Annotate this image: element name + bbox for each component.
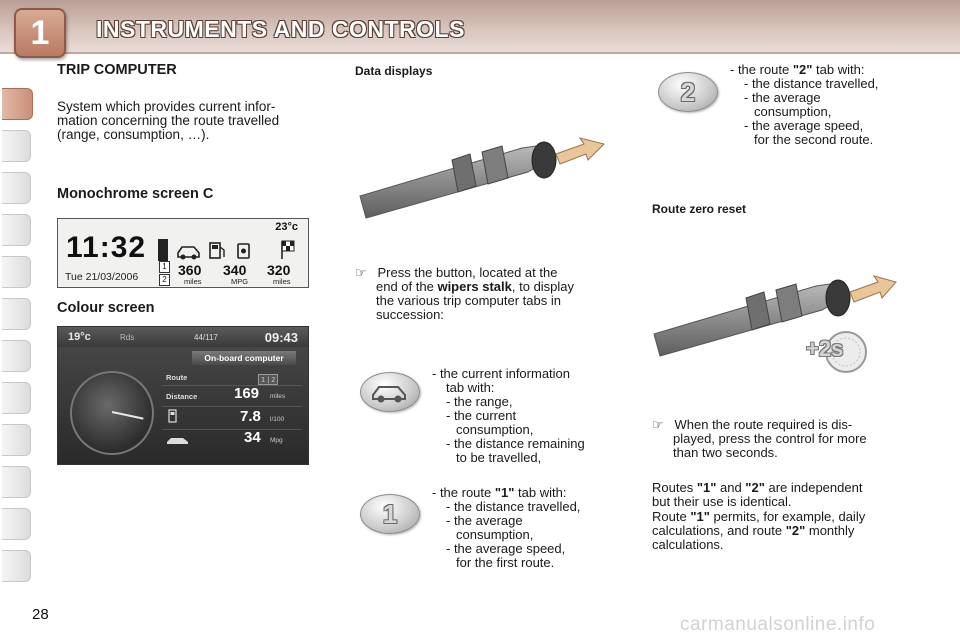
text-line [652, 510, 904, 524]
list-item: for the second route. [754, 132, 874, 147]
page-header [0, 0, 960, 54]
list-item: - the average speed, [446, 541, 566, 556]
row-label-route: Route [166, 373, 188, 382]
text-span: - the route [432, 485, 495, 500]
chapter-tab[interactable] [2, 466, 31, 498]
range-value: 360 [178, 262, 202, 278]
fuel-can-icon [238, 244, 249, 258]
heading-data-displays: Data displays [355, 64, 433, 78]
screen-date: Tue 21/03/2006 [65, 271, 139, 283]
wiper-stalk-reset-image [650, 264, 900, 376]
screen-temperature: 19°c [68, 331, 91, 343]
chapter-tab[interactable] [2, 340, 31, 372]
fuel-pump-icon [210, 243, 224, 258]
text-line: succession: [376, 307, 444, 322]
text-line [355, 280, 605, 294]
chapter-tab-active[interactable] [2, 88, 33, 120]
text-span: tab with: [514, 485, 567, 500]
route-2-tab-description [730, 63, 905, 147]
list-item: for the first route. [456, 555, 555, 570]
chapter-tab[interactable] [2, 214, 31, 246]
arrow-bullet-icon: ☞ [652, 417, 664, 432]
text-span: calculations, and route [652, 523, 786, 538]
chapter-tabs [0, 60, 34, 580]
bold-text: "2" [785, 523, 806, 538]
list-item: - the distance travelled, [446, 499, 581, 514]
range-unit: miles [184, 277, 202, 286]
row-divider [162, 429, 302, 430]
radio-frequency: 44/117 [194, 333, 218, 342]
bold-text: "2" [745, 480, 765, 495]
row-divider [162, 385, 302, 386]
chequered-flag-icon [282, 241, 294, 259]
text-span: monthly [805, 523, 855, 538]
chapter-tab[interactable] [2, 130, 31, 162]
route-2-tab-icon: 2 [658, 72, 718, 112]
tab-number-1: 1 [159, 261, 170, 273]
text-span: - the route [730, 62, 793, 77]
chapter-tab[interactable] [2, 550, 31, 582]
text-line: (range, consumption, …). [57, 127, 210, 142]
consumption-value: 340 [223, 262, 247, 278]
chapter-tab[interactable] [2, 508, 31, 540]
list-item: - the distance remaining [446, 436, 585, 451]
bold-text: "1" [696, 480, 717, 495]
distance-remaining-value: 320 [267, 262, 291, 278]
text-line: System which provides current infor- [57, 99, 276, 114]
text-span: Press the button, located at the [377, 265, 558, 280]
bold-text: "1" [494, 485, 515, 500]
text-line [432, 486, 607, 500]
speed-value: 34 [244, 429, 261, 446]
route-1-tab-icon: 1 [360, 494, 420, 534]
bold-text: "2" [792, 62, 813, 77]
text-line: but their use is identical. [652, 494, 792, 509]
arrow-bullet-icon: ☞ [355, 265, 367, 280]
list-item: consumption, [456, 527, 534, 542]
heading-monochrome-screen: Monochrome screen C [57, 186, 214, 202]
text-span: , to display [511, 279, 575, 294]
row-label-distance: Distance [166, 392, 198, 401]
list-item: - the average [744, 90, 821, 105]
text-line [652, 481, 904, 495]
list-item: - the current [446, 408, 517, 423]
list-item: to be travelled, [456, 450, 542, 465]
text-line: - the current information [432, 366, 571, 381]
trip-tab-icons [158, 239, 308, 261]
text-line [652, 524, 904, 538]
two-seconds-badge: +2s [806, 336, 844, 361]
text-line: calculations. [652, 537, 724, 552]
chapter-number-badge: 1 [14, 8, 66, 58]
list-item: consumption, [456, 422, 534, 437]
screen-clock: 09:43 [264, 330, 298, 345]
intro-paragraph [57, 100, 279, 142]
distance-remaining-unit: miles [273, 277, 291, 286]
consumption-unit: MPG [231, 277, 249, 286]
monochrome-screen-image [57, 218, 309, 288]
distance-value: 169 [234, 385, 260, 402]
current-info-tab-icon [360, 372, 420, 412]
route-1-tab-description [432, 486, 607, 570]
text-span: tab with: [812, 62, 865, 77]
list-item: - the average speed, [744, 118, 864, 133]
chapter-tab[interactable] [2, 424, 31, 456]
text-span: When the route required is dis- [674, 417, 853, 432]
chapter-tab[interactable] [2, 172, 31, 204]
speed-unit: Mpg [270, 437, 283, 444]
wiper-stalk-image [352, 124, 612, 224]
text-span: Routes [652, 480, 697, 495]
screen-menu-title: On-board computer [192, 351, 296, 365]
compass-dial-icon [70, 371, 154, 455]
text-line: than two seconds. [673, 445, 778, 460]
list-item: - the range, [446, 394, 513, 409]
page-number: 28 [32, 606, 49, 623]
text-span: permits, for example, daily [709, 509, 866, 524]
heading-colour-screen: Colour screen [57, 300, 155, 316]
text-line: mation concerning the route travelled [57, 113, 280, 128]
bold-text: wipers stalk [437, 279, 512, 294]
text-line: the various trip computer tabs in [376, 293, 561, 308]
bold-text: "1" [690, 509, 710, 524]
list-item: - the distance travelled, [744, 76, 879, 91]
when-instruction [652, 418, 904, 460]
text-line [355, 266, 605, 280]
tab-number-2: 2 [159, 274, 170, 286]
section-heading-trip-computer: TRIP COMPUTER [57, 62, 177, 78]
tab-selector-bar [158, 239, 168, 261]
route-tab-selector: 1 | 2 [258, 374, 278, 385]
fuel-pump-icon [168, 409, 178, 423]
chapter-tab[interactable] [2, 256, 31, 288]
text-line [730, 63, 905, 77]
chapter-title: INSTRUMENTS AND CONTROLS [96, 16, 465, 42]
car-speed-icon [166, 435, 192, 445]
screen-temperature: 23°c [275, 221, 298, 233]
consumption-unit: l/100 [270, 416, 285, 423]
list-item: consumption, [754, 104, 832, 119]
text-line [652, 418, 904, 432]
dial-needle [112, 411, 144, 420]
routes-paragraph [652, 481, 904, 509]
car-icon [178, 247, 199, 260]
chapter-tab[interactable] [2, 382, 31, 414]
text-line: played, press the control for more [673, 431, 867, 446]
heading-route-zero-reset: Route zero reset [652, 202, 747, 216]
text-line: tab with: [446, 380, 495, 395]
screen-clock: 11:32 [66, 231, 147, 264]
colour-screen-image [57, 326, 309, 465]
distance-unit: miles [270, 393, 286, 400]
radio-label: Rds [120, 333, 135, 342]
text-span: Route [652, 509, 691, 524]
current-tab-description [432, 367, 607, 465]
text-span: and [716, 480, 746, 495]
press-instruction [355, 266, 605, 322]
list-item: - the average [446, 513, 523, 528]
chapter-tab[interactable] [2, 298, 31, 330]
row-divider [162, 406, 302, 407]
car-icon [370, 381, 410, 403]
watermark: carmanualsonline.info [680, 614, 876, 635]
route-1-paragraph [652, 510, 904, 552]
text-span: end of the [376, 279, 438, 294]
text-span: are independent [764, 480, 863, 495]
consumption-value: 7.8 [240, 408, 261, 425]
